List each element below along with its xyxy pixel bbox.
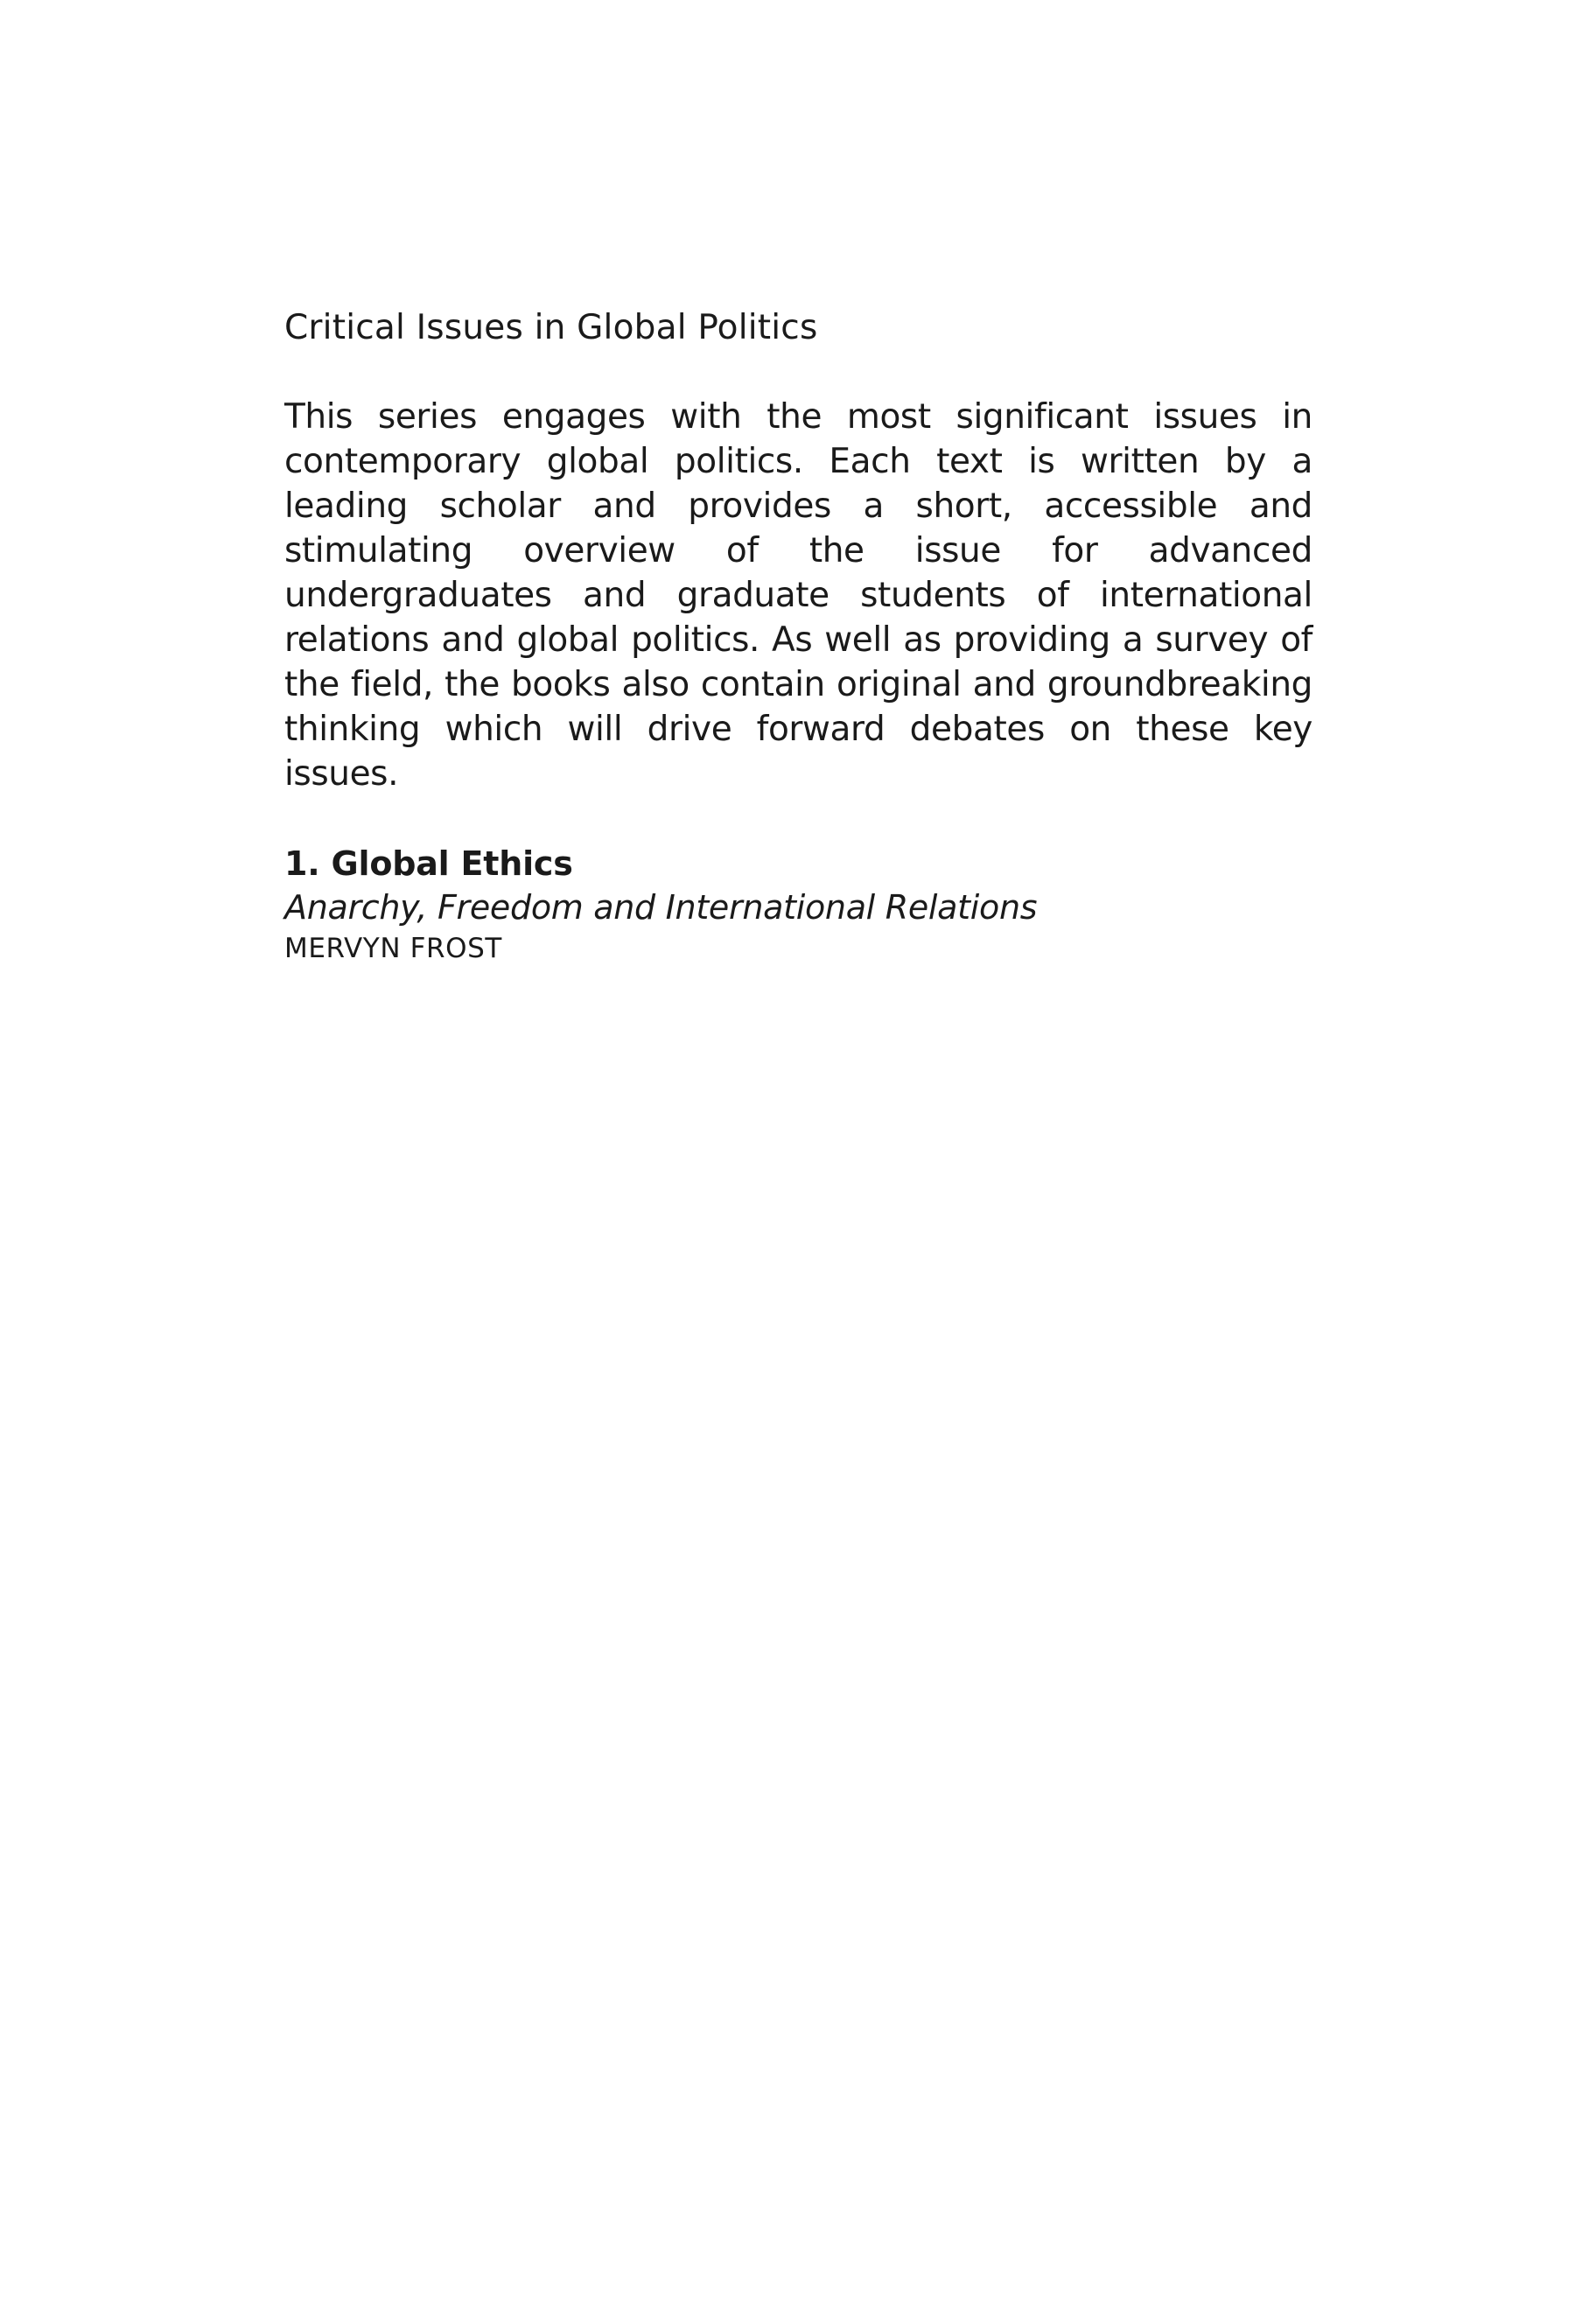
series-title: Critical Issues in Global Politics bbox=[284, 308, 818, 347]
book-entry bbox=[284, 842, 1312, 968]
series-page-content bbox=[284, 306, 1312, 968]
book-author: MERVYN FROST bbox=[284, 932, 502, 964]
book-title: 1. Global Ethics bbox=[284, 844, 573, 883]
book-subtitle: Anarchy, Freedom and International Relations bbox=[284, 887, 1038, 927]
series-description: This series engages with the most significant issues in contemporary global politics. Each text is written by a leading scholar and provides a short, accessible and stimulating overview of the issue for advanced undergraduates and graduate students of international relations and global politics. As well as providing a survey of the field, the books also contain original and groundbreaking thinking which will drive forward debates on these key issues. bbox=[284, 396, 1312, 794]
